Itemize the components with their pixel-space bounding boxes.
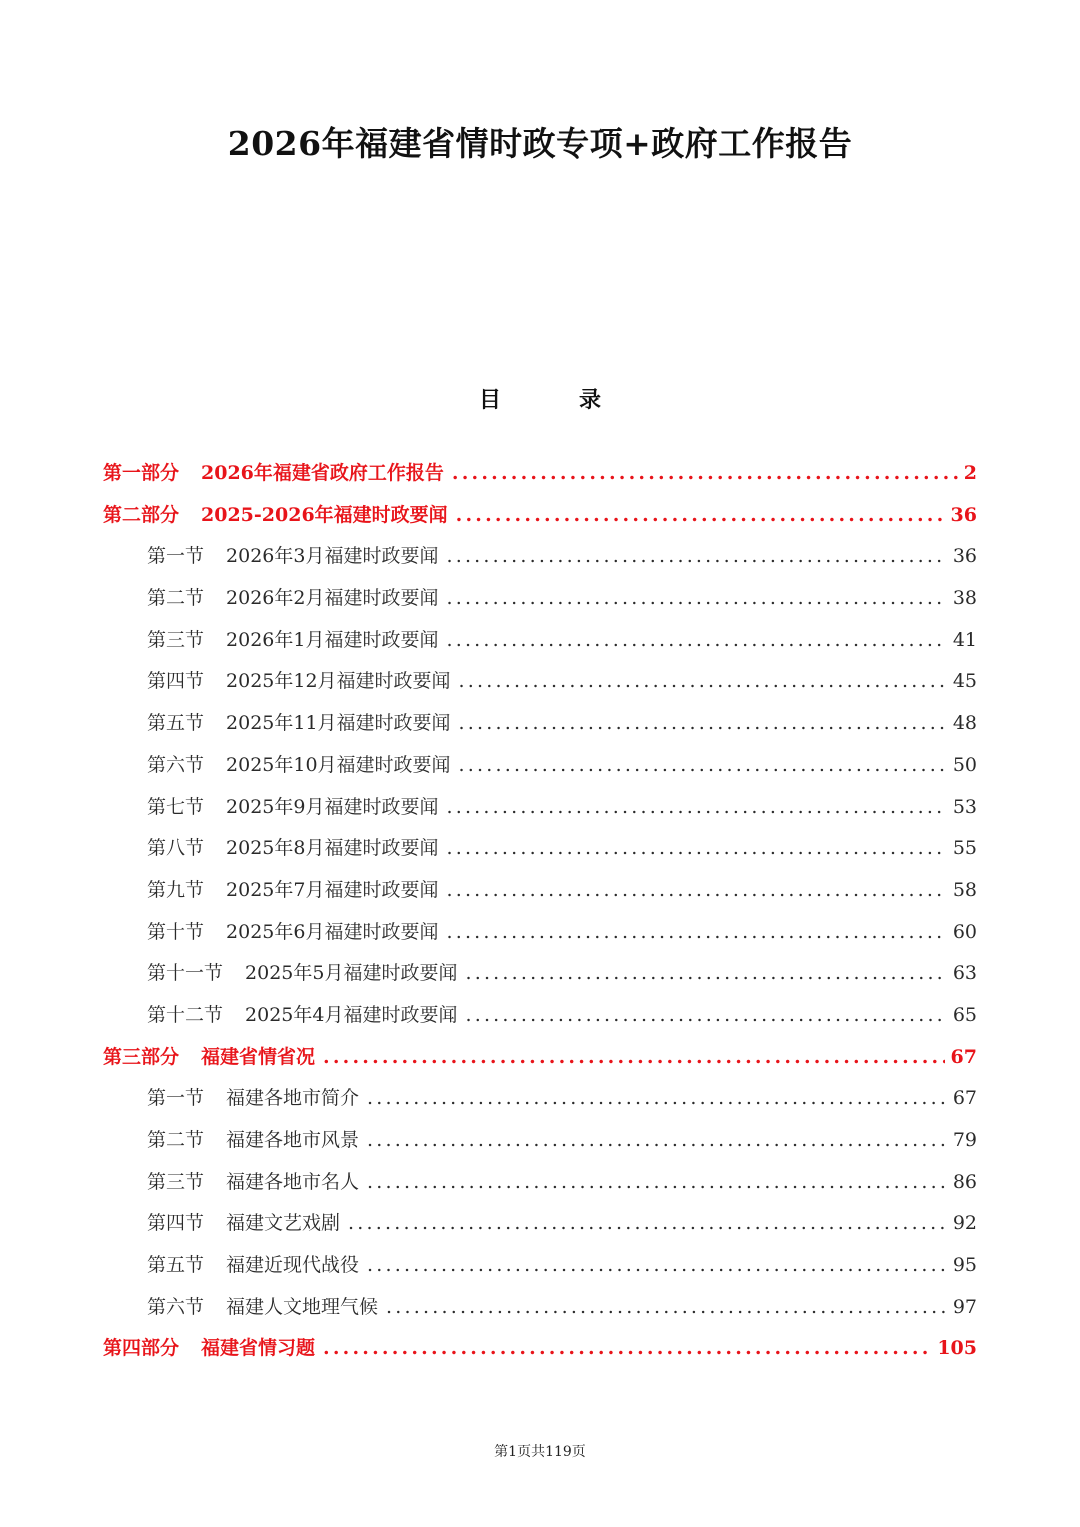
toc-page-number: 60 <box>952 920 977 943</box>
toc-page-number: 86 <box>952 1170 977 1193</box>
toc-dot-leader <box>446 828 946 870</box>
toc-section-link[interactable] <box>103 661 977 703</box>
toc-entry-label: 第二节 <box>147 1129 205 1151</box>
toc-entry-title: 2025年12月福建时政要闻 <box>226 670 451 693</box>
toc-section-link[interactable] <box>103 1287 977 1329</box>
toc-part-link[interactable] <box>103 1037 977 1079</box>
toc-page-number: 55 <box>952 837 977 860</box>
toc-entry-title: 2025年7月福建时政要闻 <box>226 878 439 901</box>
toc-dot-leader <box>446 870 946 912</box>
toc-section-link[interactable] <box>103 1120 977 1162</box>
page-footer: 第1页共119页 <box>494 1444 586 1460</box>
toc-section-link[interactable] <box>103 787 977 829</box>
toc-entry-title: 福建文艺戏剧 <box>226 1212 341 1235</box>
toc-page-number: 95 <box>952 1254 977 1277</box>
toc-page-number: 36 <box>952 545 977 568</box>
toc-entry-label: 第十二节 <box>147 1003 224 1026</box>
toc-page-number: 2 <box>963 462 977 484</box>
toc-entry-title: 2026年1月福建时政要闻 <box>226 628 439 651</box>
toc-entry-label: 第七节 <box>147 795 205 818</box>
toc-dot-leader <box>459 745 947 787</box>
toc-page-number: 41 <box>952 628 977 651</box>
toc-dot-leader <box>459 703 947 745</box>
toc-dot-leader <box>367 1120 947 1162</box>
toc-entry-title: 2025年11月福建时政要闻 <box>226 712 451 735</box>
toc-entry-label: 第二部分 <box>103 503 180 526</box>
toc-dot-leader <box>446 620 946 662</box>
toc-entry-title: 2025年9月福建时政要闻 <box>226 795 439 818</box>
toc-dot-leader <box>386 1287 947 1329</box>
toc-dot-leader <box>446 912 946 954</box>
toc-entry-label: 第十节 <box>147 920 205 943</box>
toc-section-link[interactable] <box>103 536 977 578</box>
toc-page-number: 92 <box>952 1212 977 1235</box>
toc-entry-label: 第三部分 <box>103 1045 180 1068</box>
toc-entry-label: 第六节 <box>147 753 205 776</box>
toc-entry-label: 第五节 <box>147 712 205 735</box>
toc-entry-label: 第五节 <box>147 1254 205 1277</box>
toc-entry-label: 第三节 <box>147 628 205 651</box>
toc-page-number: 97 <box>952 1295 977 1318</box>
toc-dot-leader <box>367 1162 947 1204</box>
document-title: 2026年福建省情时政专项+政府工作报告 <box>227 124 853 163</box>
toc-section-link[interactable] <box>103 703 977 745</box>
toc-entry-label: 第十一节 <box>147 962 224 985</box>
toc-entry-title: 2025年10月福建时政要闻 <box>226 753 451 776</box>
toc-dot-leader <box>323 1037 945 1079</box>
toc-page-number: 105 <box>937 1337 977 1360</box>
table-of-contents <box>103 453 977 1370</box>
toc-page-number: 45 <box>952 670 977 693</box>
toc-entry-title: 福建近现代战役 <box>226 1254 360 1277</box>
toc-entry-title: 2025年8月福建时政要闻 <box>226 837 439 860</box>
toc-page-number: 63 <box>952 962 977 985</box>
toc-entry-label: 第二节 <box>147 587 205 610</box>
toc-dot-leader <box>446 536 946 578</box>
toc-entry-title: 福建各地市风景 <box>226 1129 360 1151</box>
toc-part-link[interactable] <box>103 1328 977 1370</box>
toc-entry-title: 2025年4月福建时政要闻 <box>245 1003 458 1026</box>
toc-dot-leader <box>452 453 958 495</box>
toc-entry-title: 福建省情省况 <box>201 1045 316 1068</box>
toc-page-number: 53 <box>952 795 977 818</box>
toc-entry-title: 2025年5月福建时政要闻 <box>245 962 458 985</box>
toc-dot-leader <box>446 578 946 620</box>
toc-page-number: 67 <box>950 1045 977 1068</box>
toc-entry-label: 第一节 <box>147 1087 205 1110</box>
toc-page-number: 65 <box>952 1003 977 1026</box>
toc-entry-title: 福建各地市简介 <box>226 1087 360 1110</box>
toc-dot-leader <box>446 787 946 829</box>
toc-entry-label: 第八节 <box>147 837 205 860</box>
toc-entry-label: 第一部分 <box>103 462 180 484</box>
toc-section-link[interactable] <box>103 995 977 1037</box>
toc-entry-title: 2026年福建省政府工作报告 <box>201 462 444 484</box>
toc-entry-label: 第四节 <box>147 670 205 693</box>
toc-dot-leader <box>465 953 946 995</box>
toc-entry-title: 2026年2月福建时政要闻 <box>226 587 439 610</box>
toc-entry-title: 福建省情习题 <box>201 1337 316 1360</box>
toc-section-link[interactable] <box>103 870 977 912</box>
toc-dot-leader <box>367 1078 947 1120</box>
toc-dot-leader <box>348 1203 947 1245</box>
toc-page-number: 38 <box>952 587 977 610</box>
toc-section-link[interactable] <box>103 912 977 954</box>
toc-dot-leader <box>367 1245 947 1287</box>
toc-dot-leader <box>459 661 947 703</box>
toc-entry-label: 第一节 <box>147 545 205 568</box>
toc-section-link[interactable] <box>103 620 977 662</box>
toc-entry-title: 2026年3月福建时政要闻 <box>226 545 439 568</box>
toc-section-link[interactable] <box>103 1162 977 1204</box>
toc-page-number: 50 <box>952 753 977 776</box>
toc-entry-label: 第六节 <box>147 1295 205 1318</box>
toc-entry-title: 2025年6月福建时政要闻 <box>226 920 439 943</box>
toc-section-link[interactable] <box>103 1078 977 1120</box>
toc-entry-title: 2025-2026年福建时政要闻 <box>201 503 448 526</box>
toc-page-number: 48 <box>952 712 977 735</box>
toc-section-link[interactable] <box>103 745 977 787</box>
toc-entry-title: 福建人文地理气候 <box>226 1295 379 1318</box>
toc-dot-leader <box>323 1328 931 1370</box>
toc-page-number: 36 <box>950 503 977 526</box>
toc-entry-label: 第三节 <box>147 1170 205 1193</box>
toc-section-link[interactable] <box>103 1245 977 1287</box>
toc-section-link[interactable] <box>103 828 977 870</box>
toc-part-link[interactable] <box>103 495 977 537</box>
toc-section-link[interactable] <box>103 1203 977 1245</box>
toc-entry-label: 第四部分 <box>103 1337 180 1360</box>
toc-entry-label: 第九节 <box>147 878 205 901</box>
toc-page-number: 79 <box>952 1129 977 1151</box>
toc-part-link[interactable] <box>103 453 977 495</box>
toc-section-link[interactable] <box>103 578 977 620</box>
toc-heading: 目 录 <box>478 387 629 413</box>
toc-page-number: 58 <box>952 878 977 901</box>
toc-entry-title: 福建各地市名人 <box>226 1170 360 1193</box>
toc-dot-leader <box>456 495 945 537</box>
toc-page-number: 67 <box>952 1087 977 1110</box>
toc-dot-leader <box>465 995 946 1037</box>
toc-section-link[interactable] <box>103 953 977 995</box>
toc-entry-label: 第四节 <box>147 1212 205 1235</box>
